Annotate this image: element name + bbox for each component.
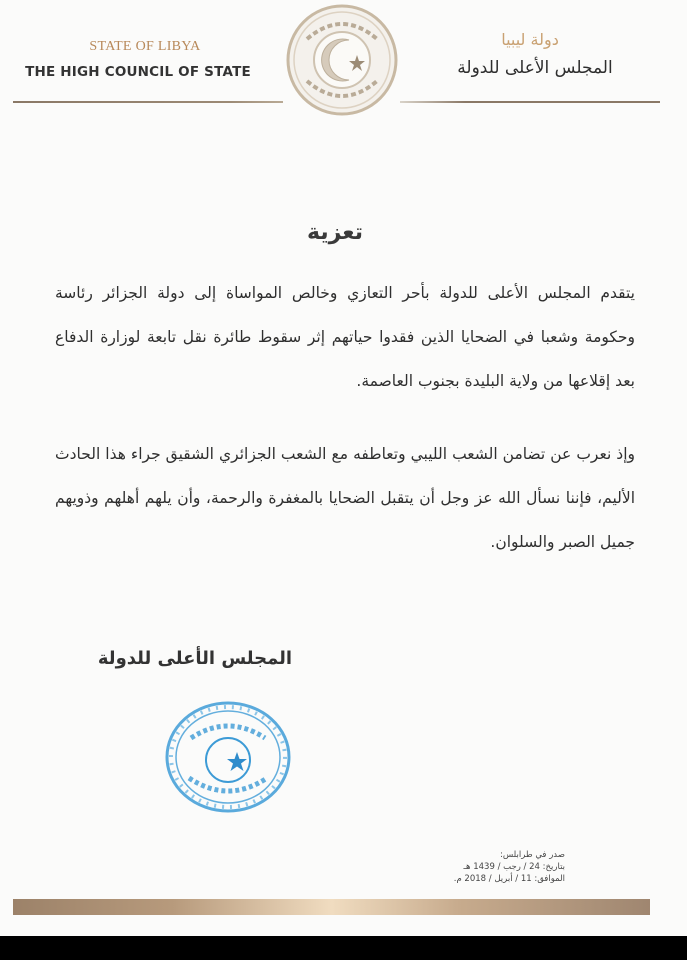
header-rule-left [13,101,283,103]
header-rule-right [400,101,660,103]
council-name-ar: المجلس الأعلى للدولة [457,58,613,78]
issued-place: صدر في طرابلس: [499,850,565,860]
state-name-ar: دولة ليبيا [501,30,559,49]
hijri-date: بتاريخ: 24 / رجب / 1439 هـ [463,862,565,872]
crescent-star-seal-icon [285,3,399,117]
body-paragraph: وإذ نعرب عن تضامن الشعب الليبي وتعاطفه مع الشعب الجزائري الشقيق جراء هذا الحادث الأليم، فإننا نسأل الله عز وجل أن يتقبل الضحايا بالمغفرة والرحمة، وأن يلهم أهلهم وذويهم جميل الصبر والسلوان. [55,445,635,551]
document-title: تعزية [307,220,363,245]
body-paragraph: يتقدم المجلس الأعلى للدولة بأحر التعازي وخالص المواساة إلى دولة الجزائر رئاسة وحكومة وشعبا في الضحايا الذين فقدوا حياتهم إثر سقوط طائرة نقل تابعة لوزارة الدفاع بعد إقلاعها من ولاية البليدة بجنوب العاصمة. [55,284,635,390]
gregorian-date: الموافق: 11 / أبريل / 2018 م. [453,874,565,884]
state-name-en: STATE OF LIBYA [89,39,201,54]
footer-gold-bar [13,899,650,915]
official-stamp-icon [163,700,293,815]
council-name-en: THE HIGH COUNCIL OF STATE [25,64,251,80]
signature-block: المجلس الأعلى للدولة [97,648,293,669]
